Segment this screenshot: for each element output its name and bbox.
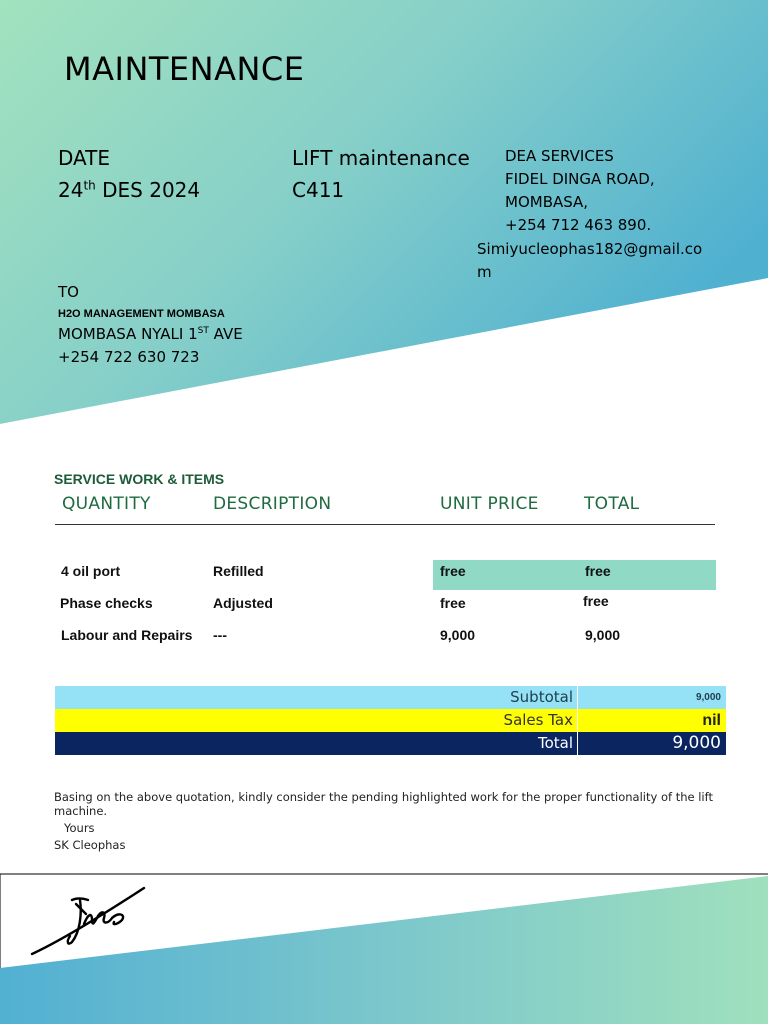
- row-1-description: Refilled: [213, 563, 264, 579]
- row-3-quantity: Labour and Repairs: [61, 627, 193, 643]
- row-highlight: [433, 560, 716, 590]
- row-2-description: Adjusted: [213, 595, 273, 611]
- totals-table: [55, 686, 726, 755]
- subtotal-label: Subtotal: [510, 688, 573, 706]
- client-address-rest: AVE: [208, 325, 243, 343]
- row-3-description: ---: [213, 627, 227, 643]
- job-code: C411: [292, 178, 345, 202]
- company-phone: +254 712 463 890.: [505, 216, 652, 234]
- client-address-suffix: ST: [197, 326, 209, 336]
- client-address-prefix: MOMBASA NYALI 1: [58, 325, 198, 343]
- date-value: [58, 178, 200, 202]
- company-address-line1: FIDEL DINGA ROAD,: [505, 170, 655, 188]
- column-header-description: DESCRIPTION: [213, 494, 332, 514]
- closing-note: Basing on the above quotation, kindly consider the pending highlighted work for the proper functionality of the lift machine.: [54, 790, 713, 818]
- row-1-quantity: 4 oil port: [61, 563, 121, 579]
- row-3-unit-price: 9,000: [440, 627, 476, 643]
- row-1-total: free: [585, 563, 611, 579]
- subtotal-value: 9,000: [577, 686, 726, 709]
- company-name: DEA SERVICES: [505, 147, 614, 165]
- handwritten-signature: [28, 884, 148, 960]
- closing-salutation: Yours: [64, 821, 95, 835]
- column-header-unit-price: UNIT PRICE: [440, 494, 539, 514]
- document-title: MAINTENANCE: [64, 50, 305, 88]
- section-heading: SERVICE WORK & ITEMS: [54, 471, 225, 487]
- date-label: DATE: [58, 146, 111, 170]
- signatory-name: SK Cleophas: [54, 838, 126, 852]
- row-2-quantity: Phase checks: [60, 595, 153, 611]
- header-divider: [55, 524, 715, 525]
- date-day: 24: [58, 178, 84, 202]
- sales-tax-row: [55, 709, 726, 732]
- row-3-total: 9,000: [585, 627, 621, 643]
- row-1-unit-price: free: [440, 563, 466, 579]
- date-month-year: DES 2024: [95, 178, 201, 202]
- row-2-unit-price: free: [440, 595, 466, 611]
- total-row: [55, 732, 726, 755]
- column-header-quantity: QUANTITY: [62, 494, 151, 514]
- company-address-line2: MOMBASA,: [505, 193, 589, 211]
- total-label: Total: [537, 734, 573, 752]
- column-header-total: TOTAL: [584, 494, 640, 514]
- row-2-total: free: [583, 593, 609, 609]
- to-label: TO: [58, 283, 79, 301]
- client-phone: +254 722 630 723: [58, 348, 200, 366]
- total-value: 9,000: [577, 732, 726, 755]
- company-block: [505, 145, 655, 237]
- sales-tax-value: nil: [577, 709, 726, 732]
- company-email: Simiyucleophas182@gmail.com: [477, 240, 703, 281]
- sales-tax-label: Sales Tax: [503, 711, 573, 729]
- client-address: [58, 325, 243, 343]
- client-name: H2O MANAGEMENT MOMBASA: [58, 308, 225, 320]
- subtotal-row: [55, 686, 726, 709]
- date-day-suffix: th: [83, 178, 96, 193]
- job-title: LIFT maintenance: [292, 146, 470, 170]
